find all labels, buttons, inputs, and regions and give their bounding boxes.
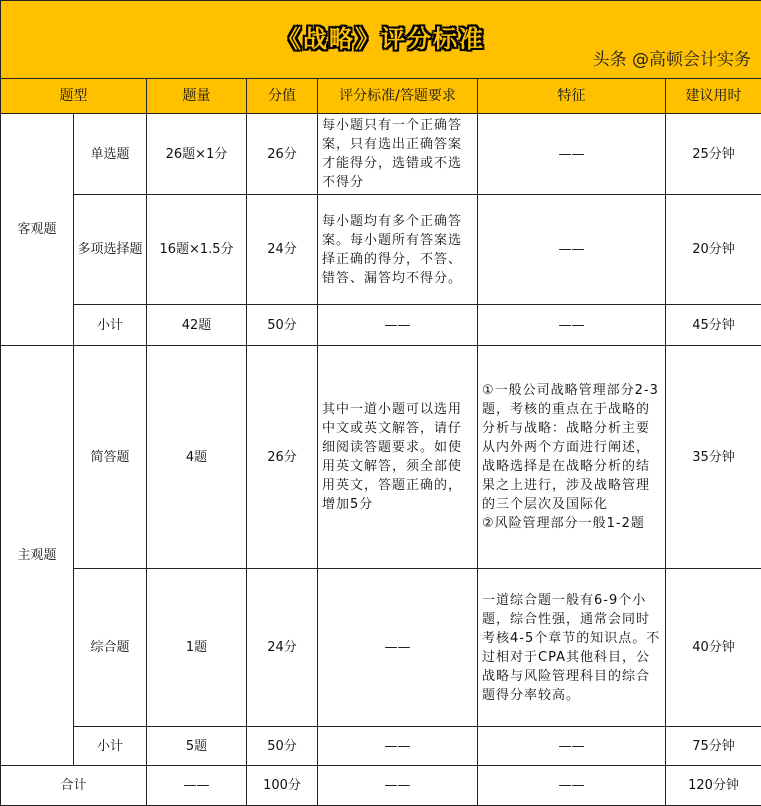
row-type: 综合题 — [74, 569, 147, 727]
row-count: 16题×1.5分 — [147, 195, 247, 305]
row-score: 50分 — [247, 305, 318, 346]
header-feature: 特征 — [478, 79, 666, 114]
row-time: 25分钟 — [666, 114, 761, 195]
row-score: 26分 — [247, 346, 318, 569]
total-label: 合计 — [1, 766, 147, 806]
row-criteria: —— — [318, 727, 478, 766]
row-time: 45分钟 — [666, 305, 761, 346]
row-time: 40分钟 — [666, 569, 761, 727]
total-score: 100分 — [247, 766, 318, 806]
row-feature: —— — [478, 305, 666, 346]
row-criteria: 每小题均有多个正确答案。每小题所有答案选择正确的得分，不答、错答、漏答均不得分。 — [318, 195, 478, 305]
table-row — [1, 569, 761, 727]
row-count: 5题 — [147, 727, 247, 766]
group-objective: 客观题 — [1, 114, 74, 346]
table-title: 《战略》评分标准 — [1, 1, 761, 79]
row-type: 简答题 — [74, 346, 147, 569]
row-count: 1题 — [147, 569, 247, 727]
group-subjective: 主观题 — [1, 346, 74, 766]
row-score: 24分 — [247, 569, 318, 727]
table-row — [1, 114, 761, 195]
row-count: 42题 — [147, 305, 247, 346]
table-row — [1, 727, 761, 766]
row-score: 26分 — [247, 114, 318, 195]
row-count: 4题 — [147, 346, 247, 569]
total-count: —— — [147, 766, 247, 806]
watermark: 头条 @高顿会计实务 — [592, 50, 751, 70]
row-type: 小计 — [74, 305, 147, 346]
header-time: 建议用时 — [666, 79, 761, 114]
row-criteria: 其中一道小题可以选用中文或英文解答，请仔细阅读答题要求。如使用英文解答，须全部使用英文，答题正确的，增加5分 — [318, 346, 478, 569]
row-feature: 一道综合题一般有6-9个小题，综合性强，通常会同时考核4-5个章节的知识点。不过相对于CPA其他科目，公战略与风险管理科目的综合题得分率较高。 — [478, 569, 666, 727]
row-criteria: —— — [318, 305, 478, 346]
header-count: 题量 — [147, 79, 247, 114]
row-time: 75分钟 — [666, 727, 761, 766]
row-feature: —— — [478, 195, 666, 305]
row-feature: —— — [478, 727, 666, 766]
row-time: 35分钟 — [666, 346, 761, 569]
total-criteria: —— — [318, 766, 478, 806]
total-time: 120分钟 — [666, 766, 761, 806]
row-criteria: —— — [318, 569, 478, 727]
row-type: 小计 — [74, 727, 147, 766]
total-feature: —— — [478, 766, 666, 806]
header-score: 分值 — [247, 79, 318, 114]
row-time: 20分钟 — [666, 195, 761, 305]
row-score: 50分 — [247, 727, 318, 766]
header-criteria: 评分标准/答题要求 — [318, 79, 478, 114]
row-score: 24分 — [247, 195, 318, 305]
total-row — [1, 766, 761, 806]
table-row — [1, 305, 761, 346]
row-feature: ①一般公司战略管理部分2-3题，考核的重点在于战略的分析与战略：战略分析主要从内外两个方面进行阐述，战略选择是在战略分析的结果之上进行，涉及战略管理的三个层次及国际化 ②风险管理部分一般1-2题 — [478, 346, 666, 569]
row-type: 多项选择题 — [74, 195, 147, 305]
row-count: 26题×1分 — [147, 114, 247, 195]
row-feature: —— — [478, 114, 666, 195]
table-row — [1, 346, 761, 569]
row-type: 单选题 — [74, 114, 147, 195]
row-criteria: 每小题只有一个正确答案，只有选出正确答案才能得分，选错或不选不得分 — [318, 114, 478, 195]
table-row — [1, 195, 761, 305]
header-type: 题型 — [1, 79, 147, 114]
